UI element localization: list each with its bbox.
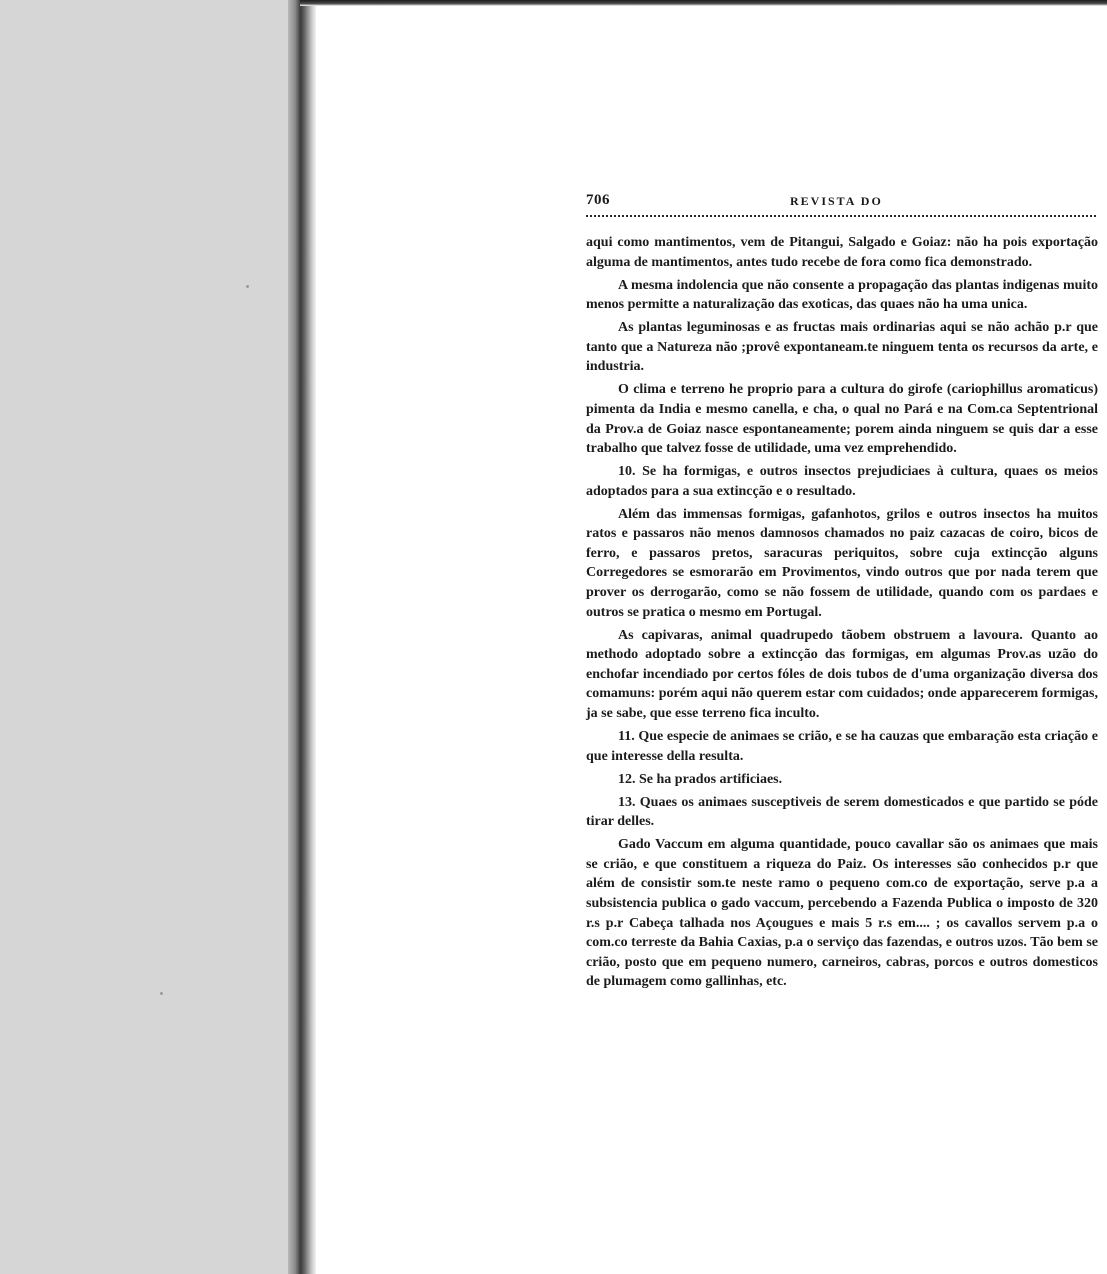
paragraph: O clima e terreno he proprio para a cultura do girofe (cariophillus aromaticus) pimenta da India e mesmo canella, e cha, o qual no Pará e na Com.ca Septentrional da Prov.a de Goiaz nasce espontaneamente; porem ainda ninguem se quis dar a esse trabalho que talvez fosse de utilidade, uma vez emprehendido. — [586, 382, 1098, 457]
paragraph: A mesma indolencia que não consente a propagação das plantas indigenas muito menos permitte a naturalização das exoticas, das quaes não ha uma unica. — [586, 277, 1098, 313]
page-speck — [160, 992, 163, 995]
paragraph: Além das immensas formigas, gafanhotos, grilos e outros insectos ha muitos ratos e passaros não menos damnosos chamados no paiz cazacas de coiro, bicos de ferro, e passaros pretos, saracuras periquitos, sobre cuja extincção alguns Corregedores se esmorarão em Provimentos, vindo outros que por nada terem que prover os derrogarão, como se não fossem de utilidade, quando com os pardaes e outros se pratica o mesmo em Portugal. — [586, 506, 1098, 620]
paragraph: aqui como mantimentos, vem de Pitangui, Salgado e Goiaz: não ha pois exportação alguma de mantimentos, antes tudo recebe de fora como fica demonstrado. — [586, 235, 1098, 270]
question-12: 12. Se ha prados artificiaes. — [618, 771, 783, 787]
page-speck — [246, 285, 249, 288]
journal-title: REVISTA DO — [790, 194, 883, 208]
page-number: 706 — [586, 192, 610, 208]
body-text — [586, 233, 1098, 995]
paragraph: As plantas leguminosas e as fructas mais ordinarias aqui se não achão p.r que tanto que a Natureza não ;provê expontaneam.te ninguem tenta os recursos da arte, e industria. — [586, 320, 1098, 375]
paragraph: Gado Vaccum em alguma quantidade, pouco cavallar são os animaes que mais se crião, e que constituem a riqueza do Paiz. Os interesses são conhecidos p.r que além de consistir som.te neste ramo o pequeno com.co de exportação, serve p.a a subsistencia publica o gado vaccum, percebendo a Fazenda Publica o imposto de 320 r.s p.r Cabeça talhada nos Açougues e mais 5 r.s em.... ; os cavallos servem p.a o com.co terreste da Bahia Caxias, p.a o serviço das fazendas, e outros uzos. Tão bem se crião, posto que em pequeno numero, carneiros, cabras, porcos e outros domesticos de plumagem como gallinhas, etc. — [586, 837, 1098, 990]
book-gutter — [288, 0, 316, 1274]
question-10: 10. Se ha formigas, e outros insectos prejudiciaes à cultura, quaes os meios adoptados para a sua extincção e o resultado. — [586, 464, 1098, 499]
running-header — [586, 192, 1096, 214]
left-facing-page — [0, 0, 300, 1274]
question-11: 11. Que especie de animaes se crião, e se ha cauzas que embaração esta criação e que interesse della resulta. — [586, 728, 1098, 764]
paragraph: As capivaras, animal quadrupedo tãobem obstruem a lavoura. Quanto ao methodo adoptado sobre a extincção das formigas, em algumas Prov.as uzão do enchofar incendiado por certos fóles de dois tubos de d'uma organização diversa dos comamuns: porém aqui não querem estar com cuidados; onde apparecerem formigas, ja se sabe, que esse terreno fica inculto. — [586, 627, 1098, 721]
question-13: 13. Quaes os animaes susceptiveis de serem domesticados e que partido se póde tirar delles. — [586, 794, 1098, 830]
header-rule — [586, 215, 1096, 217]
